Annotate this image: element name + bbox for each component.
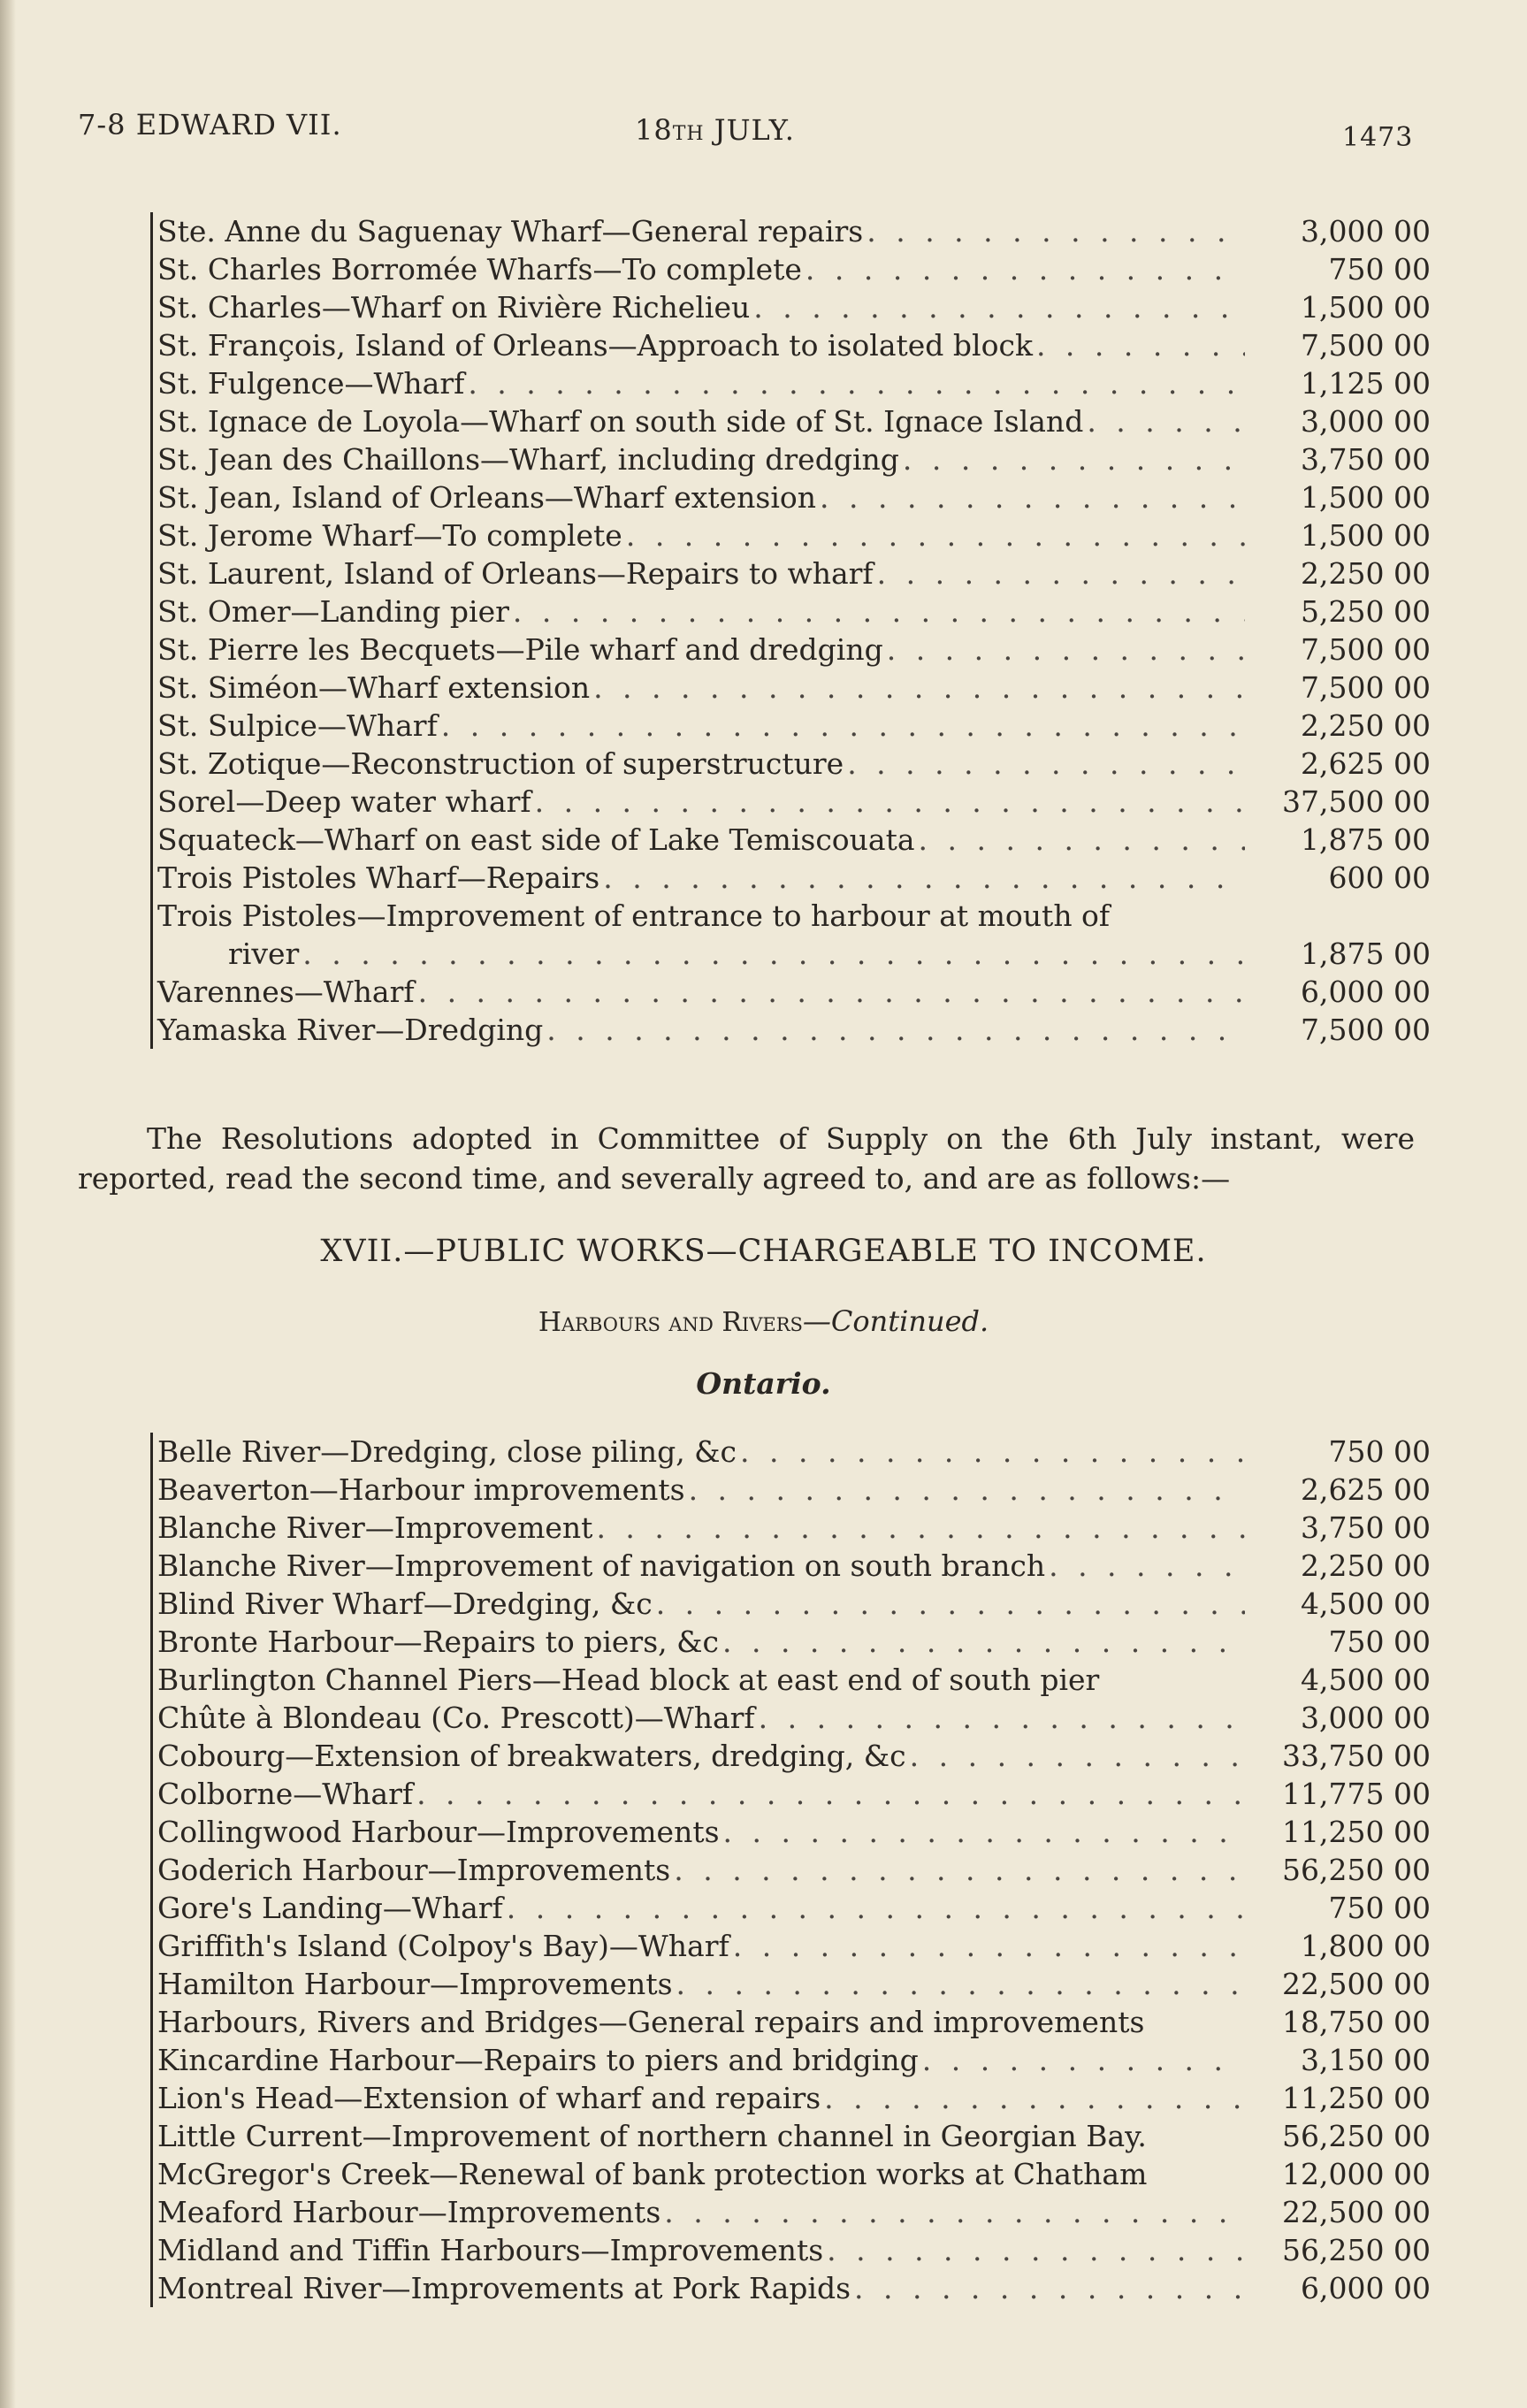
list-item [157,2269,1431,2307]
item-amount: 6,000 00 [1301,975,1431,1009]
item-amount: 750 00 [1328,1434,1431,1469]
item-amount: 22,500 00 [1282,2195,1431,2229]
item-amount: 2,250 00 [1301,1548,1431,1583]
running-header-date [635,113,795,147]
dot-leader [910,1737,1245,1775]
item-amount: 2,625 00 [1301,746,1431,781]
list-item [157,2041,1431,2079]
list-item [157,288,1431,326]
list-item [157,1889,1431,1927]
item-label: St. François, Island of Orleans—Approach to isolated block [157,328,1033,363]
list-item [157,212,1431,250]
item-amount: 33,750 00 [1282,1739,1431,1773]
item-amount: 56,250 00 [1282,2119,1431,2153]
item-label: St. Jean des Chaillons—Wharf, including dredging [157,442,899,477]
list-item [157,440,1431,478]
dot-leader [416,1775,1245,1813]
list-item [157,783,1431,821]
item-amount: 18,750 00 [1282,2005,1431,2039]
dot-leader [867,212,1245,250]
item-label: Montreal River—Improvements at Pork Rapids [157,2271,851,2305]
item-label: St. Omer—Landing pier [157,594,509,629]
dot-leader [887,631,1245,669]
list-item [157,707,1431,745]
list-bracket-quebec [150,212,153,1049]
list-item [157,2231,1431,2269]
item-amount: 4,500 00 [1301,1586,1431,1621]
header-day-suffix: TH [672,123,705,145]
dot-leader [626,516,1245,554]
dot-leader [507,1889,1245,1927]
list-item [157,1011,1431,1049]
page-number: 1473 [1342,122,1414,153]
running-header-left: 7-8 EDWARD VII. [78,108,342,141]
resolution-paragraph: The Resolutions adopted in Committee of Supply on the 6th July instant, were reported, read the second time, and severally agreed to, and are as follows:— [78,1121,1415,1196]
header-month: JULY. [714,113,795,147]
item-label: Colborne—Wharf [157,1777,414,1811]
item-label: Bronte Harbour—Repairs to piers, &c [157,1624,719,1659]
item-amount: 7,500 00 [1301,328,1431,363]
item-label: Trois Pistoles—Improvement of entrance to harbour at mouth of [157,898,1111,933]
list-item [157,821,1431,859]
list-item [157,935,1431,973]
dot-leader [877,554,1245,592]
dot-leader [535,783,1245,821]
list-item [157,1699,1431,1737]
item-amount: 1,800 00 [1301,1929,1431,1963]
dot-leader [759,1699,1245,1737]
dot-leader [733,1927,1245,1965]
dot-leader [1036,326,1245,364]
item-label: Ste. Anne du Saguenay Wharf—General repairs [157,214,864,248]
list-item [157,402,1431,440]
item-label: Sorel—Deep water wharf [157,784,531,819]
dot-leader [513,592,1245,631]
appropriation-list-quebec [157,212,1431,1049]
list-item [157,973,1431,1011]
list-bracket-ontario [150,1433,153,2307]
list-item [157,1509,1431,1547]
item-label: Blind River Wharf—Dredging, &c [157,1586,653,1621]
item-label: Chûte à Blondeau (Co. Prescott)—Wharf [157,1701,755,1735]
item-label: Varennes—Wharf [157,975,415,1009]
item-label: St. Jean, Island of Orleans—Wharf extension [157,480,817,515]
item-amount: 750 00 [1328,1624,1431,1659]
list-item [157,2079,1431,2117]
dot-leader [854,2269,1245,2307]
item-label: Cobourg—Extension of breakwaters, dredging, &c [157,1739,906,1773]
list-item [157,1585,1431,1623]
item-label: St. Zotique—Reconstruction of superstructure [157,746,844,781]
list-item [157,1661,1431,1699]
dot-leader [1049,1547,1245,1585]
list-item [157,2117,1431,2155]
item-amount: 12,000 00 [1282,2157,1431,2191]
list-item [157,1775,1431,1813]
dot-leader [302,935,1245,973]
item-label: St. Jerome Wharf—To complete [157,518,622,553]
item-label: St. Sulpice—Wharf [157,708,438,743]
list-item [157,1623,1431,1661]
dot-leader [824,2079,1245,2117]
dot-leader [593,669,1245,707]
dot-leader [656,1585,1245,1623]
list-item [157,897,1431,935]
dot-leader [664,2193,1245,2231]
header-day: 18 [635,113,673,147]
item-amount: 1,125 00 [1301,366,1431,401]
item-amount: 56,250 00 [1282,1853,1431,1887]
item-amount: 22,500 00 [1282,1967,1431,2001]
item-label: Meaford Harbour—Improvements [157,2195,661,2229]
list-item [157,326,1431,364]
list-item [157,516,1431,554]
item-amount: 1,875 00 [1301,936,1431,971]
item-amount: 1,500 00 [1301,290,1431,325]
dot-leader [919,821,1245,859]
dot-leader [418,973,1245,1011]
list-item [157,669,1431,707]
item-amount: 3,000 00 [1301,1701,1431,1735]
item-amount: 11,775 00 [1282,1777,1431,1811]
list-item [157,2003,1431,2041]
dot-leader [468,364,1245,402]
item-label: Midland and Tiffin Harbours—Improvements [157,2233,824,2267]
section-heading: XVII.—PUBLIC WORKS—CHARGEABLE TO INCOME. [320,1234,1207,1269]
list-item [157,1813,1431,1851]
item-label: Beaverton—Harbour improvements [157,1472,685,1507]
item-label: river [228,936,300,971]
item-amount: 750 00 [1328,252,1431,287]
list-item [157,1737,1431,1775]
dot-leader [674,1851,1245,1889]
item-label: Belle River—Dredging, close piling, &c [157,1434,737,1469]
item-amount: 11,250 00 [1282,2081,1431,2115]
dot-leader [827,2231,1245,2269]
item-amount: 2,250 00 [1301,556,1431,591]
item-label: St. Charles—Wharf on Rivière Richelieu [157,290,751,325]
item-label: Kincardine Harbour—Repairs to piers and bridging [157,2043,919,2077]
item-amount: 3,750 00 [1301,1510,1431,1545]
item-amount: 37,500 00 [1282,784,1431,819]
item-label: Burlington Channel Piers—Head block at east end of south pier [157,1663,1100,1697]
dot-leader [546,1011,1245,1049]
item-label: McGregor's Creek—Renewal of bank protection works at Chatham [157,2157,1148,2191]
item-label: Squateck—Wharf on east side of Lake Temiscouata [157,822,915,857]
item-label: St. Charles Borromée Wharfs—To complete [157,252,802,287]
item-label: Yamaska River—Dredging [157,1013,544,1047]
item-label: Collingwood Harbour—Improvements [157,1815,720,1849]
item-amount: 3,150 00 [1301,2043,1431,2077]
dot-leader [922,2041,1245,2079]
item-label: Lion's Head—Extension of wharf and repairs [157,2081,821,2115]
dot-leader [820,478,1245,516]
item-amount: 7,500 00 [1301,670,1431,705]
list-item [157,592,1431,631]
list-item [157,1547,1431,1585]
subheading-main: Harbours and Rivers [538,1307,803,1338]
item-amount: 5,250 00 [1301,594,1431,629]
province-heading: Ontario. [696,1366,831,1401]
item-label: St. Siméon—Wharf extension [157,670,591,705]
item-amount: 3,000 00 [1301,214,1431,248]
dot-leader [722,1623,1245,1661]
appropriation-list-ontario [157,1433,1431,2307]
list-item [157,631,1431,669]
item-amount: 7,500 00 [1301,1013,1431,1047]
list-item [157,859,1431,897]
list-item [157,1851,1431,1889]
item-label: Blanche River—Improvement [157,1510,593,1545]
list-item [157,1433,1431,1471]
dot-leader [753,288,1245,326]
dot-leader [805,250,1245,288]
item-label: St. Ignace de Loyola—Wharf on south side of St. Ignace Island [157,404,1084,439]
item-amount: 2,625 00 [1301,1472,1431,1507]
item-amount: 3,000 00 [1301,404,1431,439]
item-label: Harbours, Rivers and Bridges—General repairs and improvements [157,2005,1145,2039]
subheading-continued: —Continued. [802,1304,989,1338]
list-item [157,364,1431,402]
list-item [157,2193,1431,2231]
item-amount: 750 00 [1328,1891,1431,1925]
dot-leader [676,1965,1245,2003]
item-amount: 600 00 [1328,860,1431,895]
subheading [0,1304,1527,1338]
dot-leader [740,1433,1245,1471]
item-amount: 2,250 00 [1301,708,1431,743]
item-label: St. Fulgence—Wharf [157,366,465,401]
list-item [157,745,1431,783]
dot-leader [441,707,1245,745]
list-item [157,1965,1431,2003]
item-label: St. Pierre les Becquets—Pile wharf and dredging [157,632,883,667]
dot-leader [847,745,1245,783]
list-item [157,1927,1431,1965]
item-label: Blanche River—Improvement of navigation on south branch [157,1548,1046,1583]
item-amount: 11,250 00 [1282,1815,1431,1849]
item-amount: 3,750 00 [1301,442,1431,477]
item-label: Trois Pistoles Wharf—Repairs [157,860,600,895]
item-label: Gore's Landing—Wharf [157,1891,503,1925]
item-amount: 1,500 00 [1301,518,1431,553]
item-label: Goderich Harbour—Improvements [157,1853,671,1887]
item-amount: 4,500 00 [1301,1663,1431,1697]
dot-leader [596,1509,1245,1547]
dot-leader [723,1813,1245,1851]
item-amount: 1,500 00 [1301,480,1431,515]
item-amount: 7,500 00 [1301,632,1431,667]
item-label: St. Laurent, Island of Orleans—Repairs to wharf [157,556,874,591]
dot-leader [689,1471,1245,1509]
dot-leader [903,440,1245,478]
list-item [157,1471,1431,1509]
item-amount: 56,250 00 [1282,2233,1431,2267]
item-label: Hamilton Harbour—Improvements [157,1967,673,2001]
item-label: Griffith's Island (Colpoy's Bay)—Wharf [157,1929,729,1963]
list-item [157,478,1431,516]
item-label: Little Current—Improvement of northern channel in Georgian Bay. [157,2119,1147,2153]
item-amount: 6,000 00 [1301,2271,1431,2305]
item-amount: 1,875 00 [1301,822,1431,857]
dot-leader [603,859,1245,897]
list-item [157,554,1431,592]
list-item [157,250,1431,288]
dot-leader [1087,402,1245,440]
list-item [157,2155,1431,2193]
